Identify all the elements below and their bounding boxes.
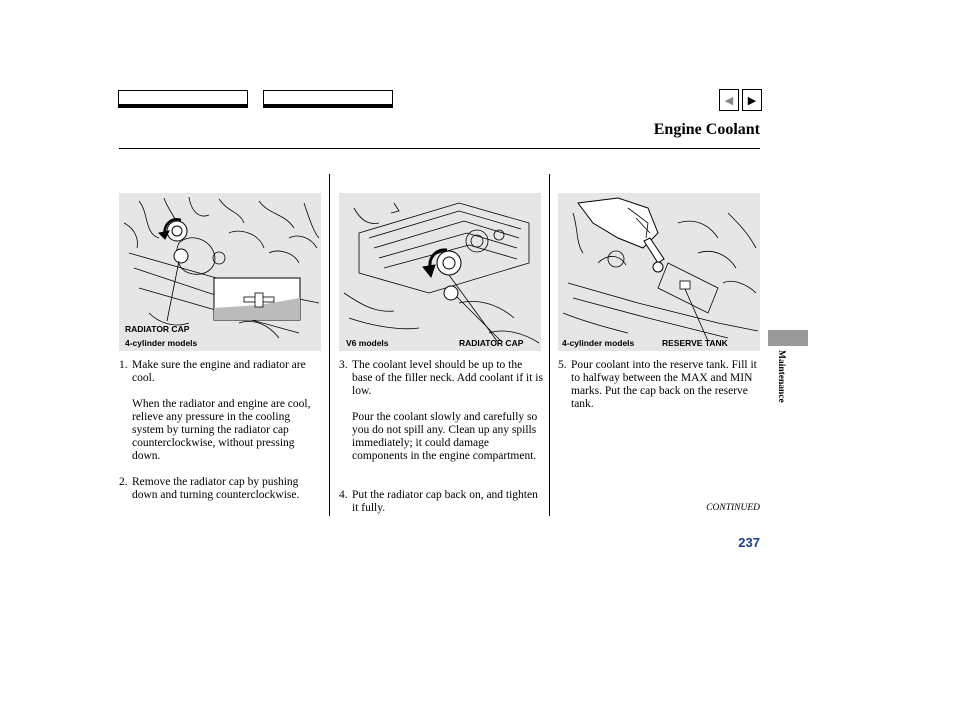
previous-page-button[interactable] — [719, 89, 739, 111]
step-2 — [119, 476, 324, 502]
figure-radiator-cap-4cyl — [119, 193, 321, 351]
column-divider-1 — [329, 174, 330, 516]
step-number: 3. — [339, 359, 348, 371]
step-number: 2. — [119, 476, 128, 488]
figure-caption: RESERVE TANK — [662, 338, 728, 348]
title-divider — [119, 148, 760, 149]
step-number: 4. — [339, 489, 348, 501]
figure-reserve-tank — [558, 193, 760, 351]
step-1 — [119, 359, 324, 385]
step-5 — [558, 359, 762, 411]
figure-caption: 4-cylinder models — [562, 338, 635, 348]
continued-label: CONTINUED — [706, 503, 760, 513]
step-text: Pour coolant into the reserve tank. Fill it to halfway between the MAX and MIN marks. Put the cap back on the reserve tank. — [571, 359, 757, 410]
step-text: Remove the radiator cap by pushing down and turning counterclockwise. — [132, 476, 300, 501]
step-text: The coolant level should be up to the base of the filler neck. Add coolant if it is low. — [352, 359, 543, 397]
step-1-note — [119, 398, 324, 463]
next-page-button[interactable] — [742, 89, 762, 111]
engine-illustration-2 — [339, 193, 541, 351]
page-title: Engine Coolant — [653, 121, 760, 138]
figure-caption: RADIATOR CAP — [459, 338, 524, 348]
engine-illustration-3 — [558, 193, 760, 351]
nav-contents-button[interactable] — [118, 90, 248, 108]
right-triangle-icon: ▶ — [747, 93, 757, 107]
column-divider-2 — [549, 174, 550, 516]
step-text: When the radiator and engine are cool, relieve any pressure in the cooling system by turning the radiator cap counterclockwise, without pressing down. — [132, 398, 311, 462]
step-number: 5. — [558, 359, 567, 371]
nav-index-button[interactable] — [263, 90, 393, 108]
figure-caption: 4-cylinder models — [125, 338, 198, 348]
figure-radiator-cap-v6 — [339, 193, 541, 351]
step-text: Make sure the engine and radiator are cool. — [132, 359, 306, 384]
section-label: Maintenance — [776, 350, 786, 403]
left-triangle-icon: ◀ — [724, 93, 734, 107]
figure-caption: V6 models — [346, 338, 389, 348]
step-4 — [339, 489, 544, 515]
section-tab[interactable] — [768, 330, 808, 346]
step-3 — [339, 359, 544, 398]
step-number: 1. — [119, 359, 128, 371]
step-text: Put the radiator cap back on, and tighten it fully. — [352, 489, 538, 514]
step-3-note — [339, 411, 544, 463]
page-number: 237 — [738, 535, 760, 550]
step-text: Pour the coolant slowly and carefully so you do not spill any. Clean up any spills immediately; it could damage components in the engine compartment. — [352, 411, 538, 462]
figure-caption: RADIATOR CAP — [125, 324, 190, 334]
